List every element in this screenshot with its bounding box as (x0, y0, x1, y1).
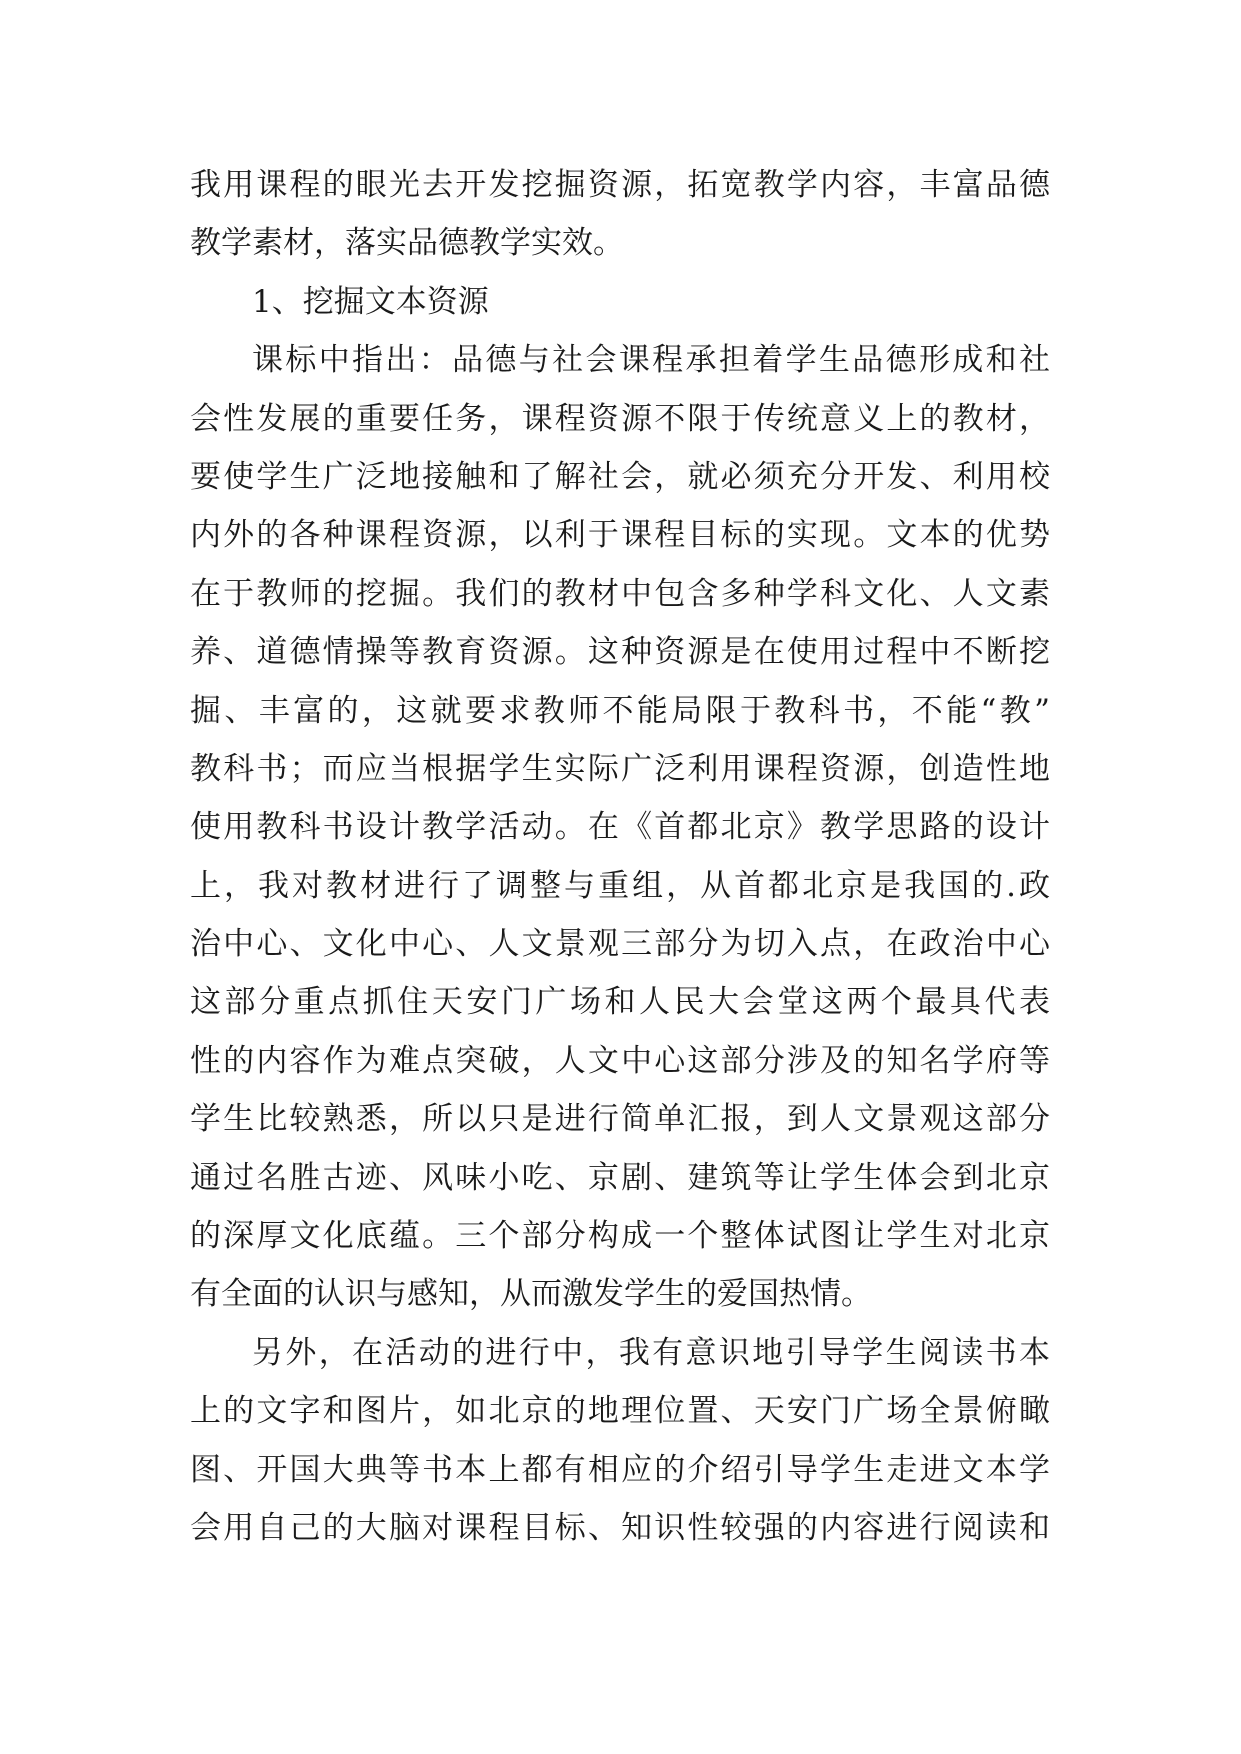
text-line: 内外的各种课程资源，以利于课程目标的实现。文本的优势 (190, 517, 1050, 554)
text-line: 有全面的认识与感知，从而激发学生的爱国热情。 (190, 1276, 872, 1313)
text-line: 养、道德情操等教育资源。这种资源是在使用过程中不断挖 (190, 634, 1050, 671)
text-line: 学生比较熟悉，所以只是进行简单汇报，到人文景观这部分 (190, 1101, 1050, 1138)
body-text (190, 156, 1050, 1557)
text-line: 另外，在活动的进行中，我有意识地引导学生阅读书本 (252, 1334, 1050, 1371)
text-line: 在于教师的挖掘。我们的教材中包含多种学科文化、人文素 (190, 575, 1050, 612)
text-line: 性的内容作为难点突破，人文中心这部分涉及的知名学府等 (190, 1042, 1050, 1079)
text-line: 教科书；而应当根据学生实际广泛利用课程资源，创造性地 (190, 750, 1050, 787)
text-line: 上，我对教材进行了调整与重组，从首都北京是我国的.政 (190, 867, 1050, 904)
text-line: 这部分重点抓住天安门广场和人民大会堂这两个最具代表 (190, 984, 1050, 1021)
text-line: 我用课程的眼光去开发挖掘资源，拓宽教学内容，丰富品德 (190, 167, 1050, 203)
text-line: 治中心、文化中心、人文景观三部分为切入点，在政治中心 (190, 926, 1050, 963)
text-line: 图、开国大典等书本上都有相应的介绍引导学生走进文本学 (190, 1451, 1050, 1488)
text-line: 要使学生广泛地接触和了解社会，就必须充分开发、利用校 (190, 458, 1050, 495)
text-line: 上的文字和图片，如北京的地理位置、天安门广场全景俯瞰 (190, 1393, 1050, 1430)
text-line: 教学素材，落实品德教学实效。 (190, 225, 624, 262)
text-line: 通过名胜古迹、风味小吃、京剧、建筑等让学生体会到北京 (190, 1159, 1050, 1196)
section-heading: 1、挖掘文本资源 (252, 283, 489, 320)
text-line: 掘、丰富的，这就要求教师不能局限于教科书，不能“教” (190, 692, 1050, 729)
text-line: 使用教科书设计教学活动。在《首都北京》教学思路的设计 (190, 809, 1050, 846)
text-line: 会用自己的大脑对课程目标、知识性较强的内容进行阅读和 (190, 1509, 1050, 1546)
text-line: 课标中指出：品德与社会课程承担着学生品德形成和社 (252, 342, 1050, 379)
text-line: 会性发展的重要任务，课程资源不限于传统意义上的教材， (190, 400, 1050, 437)
text-line: 的深厚文化底蕴。三个部分构成一个整体试图让学生对北京 (190, 1218, 1050, 1255)
